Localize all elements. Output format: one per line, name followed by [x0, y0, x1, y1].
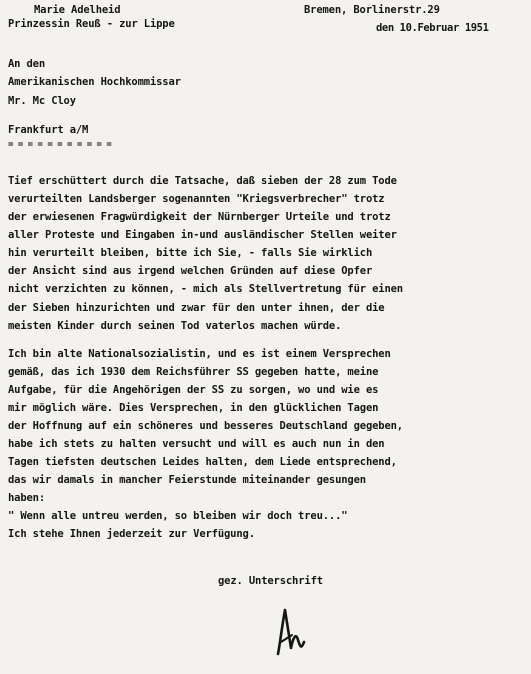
body-line: haben: [8, 492, 46, 504]
body-line: gemäß, das ich 1930 dem Reichsführer SS gegeben hatte, meine [8, 366, 379, 378]
letter-date: den 10.Februar 1951 [376, 22, 489, 34]
body-line: Ich stehe Ihnen jederzeit zur Verfügung. [8, 528, 255, 540]
body-line: der Sieben hinzurichten und zwar für den unter ihnen, der die [8, 302, 385, 314]
quote-line: " Wenn alle untreu werden, so bleiben wir doch treu..." [8, 510, 348, 522]
body-line: das wir damals in mancher Feierstunde miteinander gesungen [8, 474, 366, 486]
body-line: Tagen tiefsten deutschen Leides halten, dem Liede entsprechend, [8, 456, 397, 468]
sender-address: Bremen, Borlinerstr.29 [304, 4, 440, 16]
body-line: der Ansicht sind aus irgend welchen Gründen auf diese Opfer [8, 265, 373, 277]
body-line: der erwiesenen Fragwürdigkeit der Nürnberger Urteile und trotz [8, 211, 391, 223]
body-line: meisten Kinder durch seinen Tod vaterlos machen würde. [8, 320, 342, 332]
recipient-line-2: Amerikanischen Hochkommissar [8, 76, 181, 88]
body-line: der Hoffnung auf ein schöneres und besseres Deutschland gegeben, [8, 420, 403, 432]
signature-note: gez. Unterschrift [218, 575, 323, 587]
body-line: Tief erschüttert durch die Tatsache, daß sieben der 28 zum Tode [8, 175, 397, 187]
body-line: Ich bin alte Nationalsozialistin, und es ist einem Versprechen [8, 348, 391, 360]
body-line: hin verurteilt bleiben, bitte ich Sie, - falls Sie wirklich [8, 247, 373, 259]
body-line: habe ich stets zu halten versucht und will es auch nun in den [8, 438, 385, 450]
sender-title: Prinzessin Reuß - zur Lippe [8, 18, 175, 30]
handwritten-signature [270, 604, 310, 659]
body-line: aller Proteste und Eingaben in-und ausländischer Stellen weiter [8, 229, 397, 241]
body-line: verurteilten Landsberger sogenannten "Kriegsverbrecher" trotz [8, 193, 385, 205]
recipient-city: Frankfurt a/M [8, 124, 89, 136]
body-line: Aufgabe, für die Angehörigen der SS zu sorgen, wo und wie es [8, 384, 379, 396]
recipient-line-3: Mr. Mc Cloy [8, 95, 76, 107]
underline-dashes: = = = = = = = = = = = [8, 140, 112, 150]
recipient-line-1: An den [8, 58, 46, 70]
sender-name: Marie Adelheid [34, 4, 121, 16]
body-line: nicht verzichten zu können, - mich als Stellvertretung für einen [8, 283, 403, 295]
body-line: mir möglich wäre. Dies Versprechen, in den glücklichen Tagen [8, 402, 379, 414]
